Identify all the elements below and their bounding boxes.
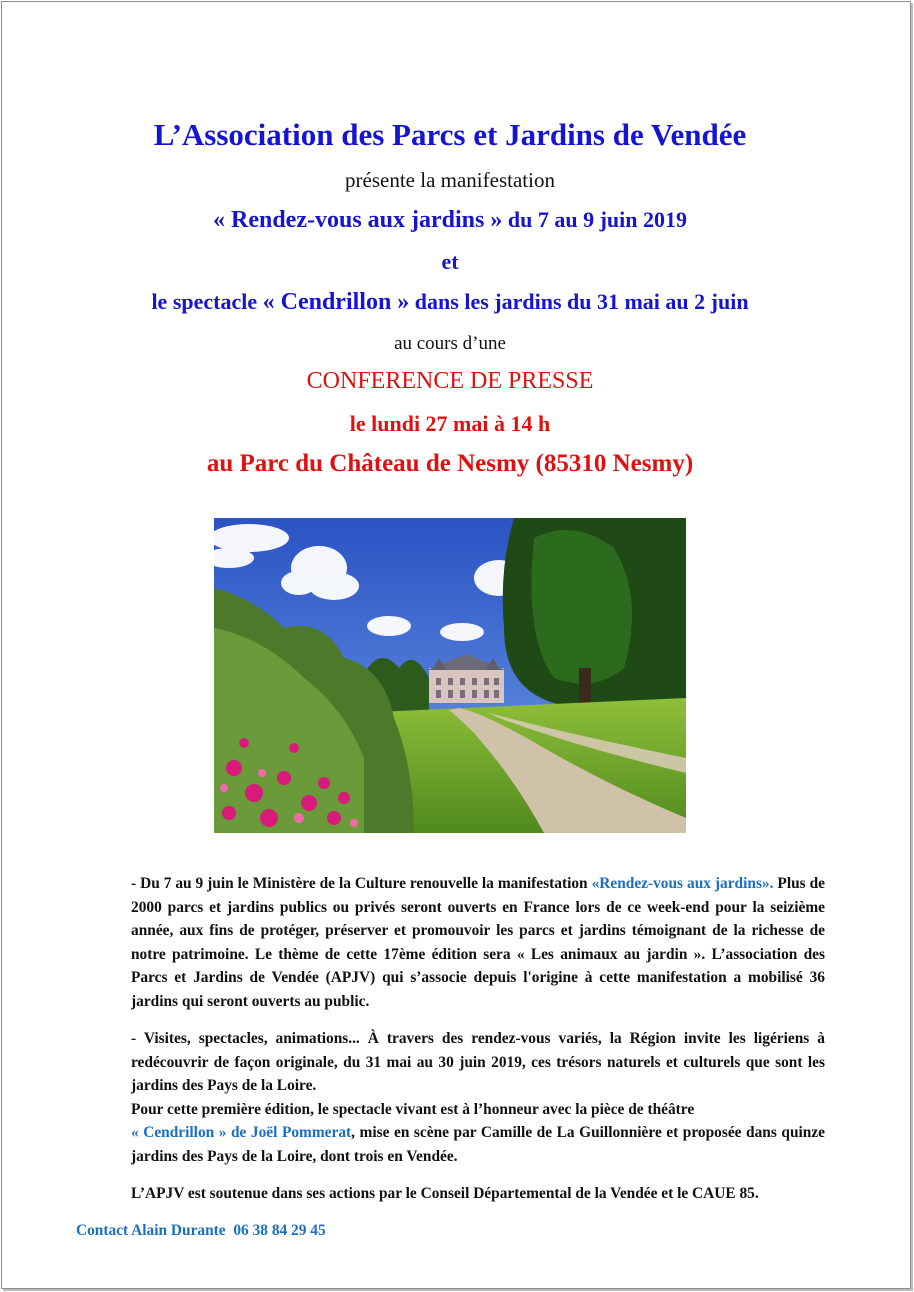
cendrillon-link[interactable]: « Cendrillon » de Joël Pommerat (131, 1124, 352, 1141)
event-dates: du 7 au 9 juin 2019 (507, 207, 687, 232)
contact-label: Contact Alain Durante (76, 1222, 226, 1239)
rendez-vous-link[interactable]: «Rendez-vous aux jardins». (591, 875, 774, 892)
paragraph-support: L’APJV est soutenue dans ses actions par le Conseil Départemental de la Vendée et le CAUE 85. (131, 1185, 759, 1202)
association-title: L’Association des Parcs et Jardins de Vendée (153, 117, 747, 152)
show-name: « Cendrillon » (262, 289, 410, 315)
chateau-illustration (427, 654, 506, 703)
p2-text-rest: , mise en scène par Camille de La Guillonnière et proposée dans quinze jardins des Pays de la Loire, dont trois en Vendée. (131, 1124, 826, 1165)
and-line: et (441, 249, 459, 274)
contact-phone[interactable]: 06 38 84 29 45 (233, 1222, 326, 1239)
show-dates: dans les jardins du 31 mai au 2 juin (414, 289, 749, 314)
contact-line (76, 1222, 326, 1240)
p2-text-second: Pour cette première édition, le spectacle vivant est à l’honneur avec la pièce de théâtre (131, 1100, 695, 1118)
p1-text-rest: Plus de 2000 parcs et jardins publics ou privés seront ouverts en France lors de ce week-end pour la seizième année, aux fins de protéger, préserver et promouvoir les parcs et jardins témoignant de la richesse de notre patrimoine. Le thème de cette 17ème édition sera « Les animaux au jardin ». L’association des Parcs et Jardins de Vendée (APJV) qui s’associe depuis l'origine à cette manifestation a mobilisé 36 jardins qui seront ouverts au public. (131, 875, 825, 1010)
paragraph-cendrillon (131, 1027, 825, 1168)
event-line (2, 207, 898, 234)
chateau-garden-photo (214, 518, 686, 833)
press-conference-place: au Parc du Château de Nesmy (85310 Nesmy) (206, 450, 694, 477)
show-line (2, 289, 898, 316)
document-page (1, 1, 911, 1289)
p1-text-start: - Du 7 au 9 juin le Ministère de la Culture renouvelle la manifestation (131, 875, 592, 892)
press-conference-heading: CONFERENCE DE PRESSE (306, 368, 594, 394)
press-conference-date: le lundi 27 mai à 14 h (349, 411, 551, 436)
show-prefix: le spectacle (151, 289, 258, 314)
p2-text-start: - Visites, spectacles, animations... À travers des rendez-vous variés, la Région invite les ligériens à redécouvrir de façon originale, du 31 mai au 30 juin 2019, ces trésors naturels et culturels que sont les jardins des Pays de la Loire. (131, 1030, 825, 1094)
during-line: au cours d’une (394, 333, 506, 354)
paragraph-rendez-vous (131, 872, 825, 1013)
event-name: « Rendez-vous aux jardins » (213, 207, 503, 233)
presents-line: présente la manifestation (345, 168, 555, 192)
